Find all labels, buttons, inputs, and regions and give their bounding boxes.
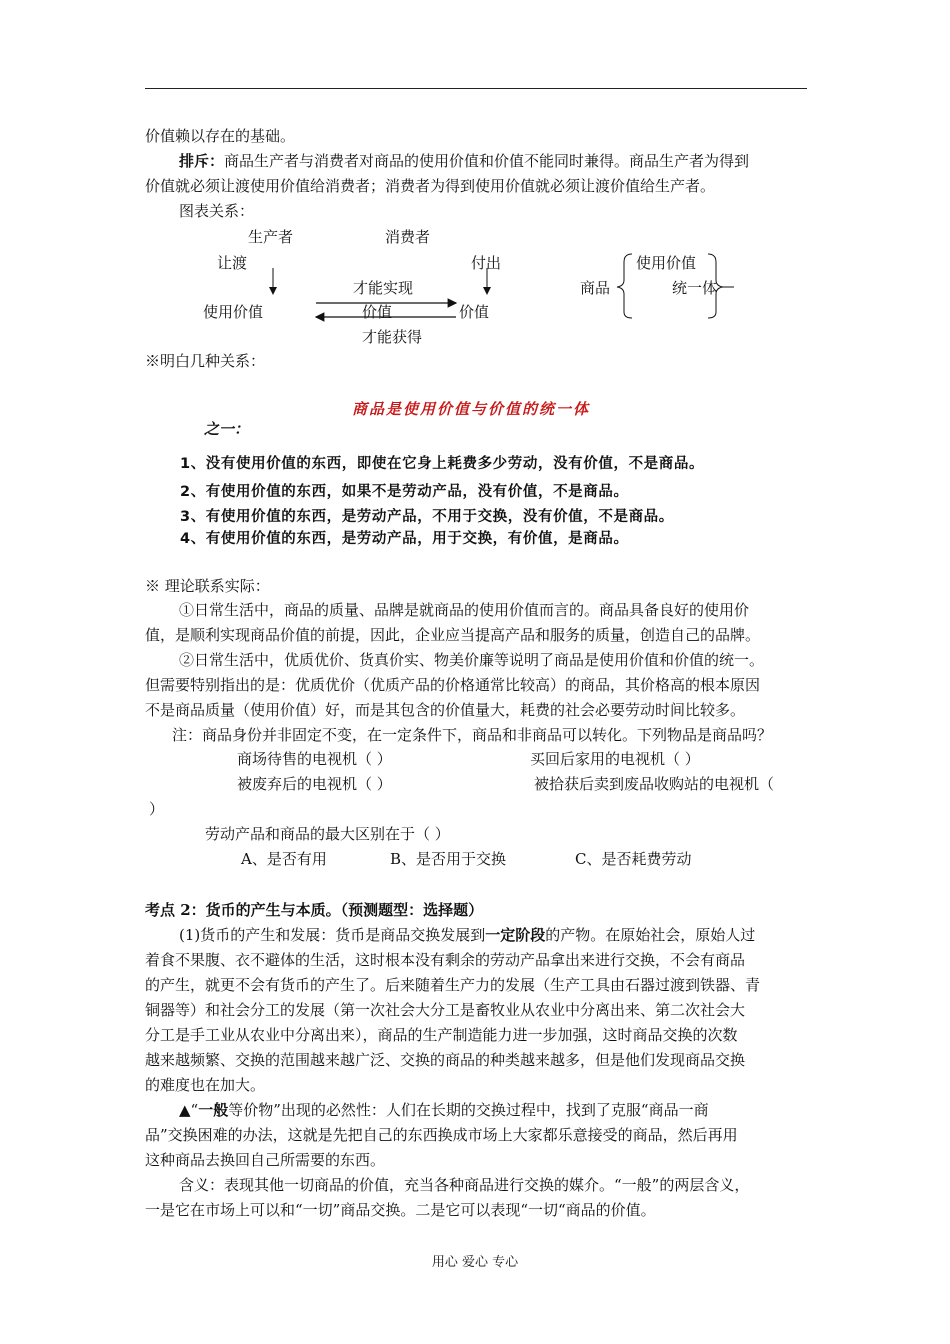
- text-line: 的产生，就更不会有货币的产生了。后来随着生产力的发展（生产工具由石器过渡到铁器、青: [145, 976, 761, 994]
- diagram-transfer: 让渡: [217, 254, 248, 272]
- text-line: ①日常生活中，商品的质量、品牌是就商品的使用价值而言的。商品具备良好的使用价: [179, 601, 750, 619]
- text-line: 的难度也在加大。: [145, 1076, 266, 1094]
- diagram-can-realize: 才能实现: [353, 279, 414, 297]
- text-line: 着食不果腹、衣不避体的生活，这时根本没有剩余的劳动产品拿出来进行交换，不会有商品: [145, 951, 746, 969]
- text-line: 值，是顺利实现商品价值的前提，因此，企业应当提高产品和服务的质量，创造自己的品牌。: [145, 626, 761, 644]
- diagram-commodity: 商品: [580, 279, 611, 297]
- option-a: A、是否有用: [241, 850, 327, 868]
- image-title: 商品是使用价值与价值的统一体: [352, 400, 591, 418]
- question-5: 劳动产品和商品的最大区别在于（ ）: [205, 825, 450, 843]
- question-4-end: ）: [149, 800, 165, 818]
- question-3: 被废弃后的电视机（ ）: [237, 775, 392, 793]
- right-brace: [708, 254, 723, 318]
- diagram-unity: 统一体: [672, 279, 718, 297]
- diagram-heading: 图表关系：: [179, 202, 255, 220]
- relations-image: [170, 398, 920, 548]
- question-4: 被拾获后卖到废品收购站的电视机（: [534, 775, 775, 793]
- diagram-consumer: 消费者: [385, 228, 431, 246]
- page-footer: 用心 爱心 专心: [431, 1255, 519, 1270]
- paragraph-line: [145, 923, 849, 947]
- note-line: 注：商品身份并非固定不变，在一定条件下，商品和非商品可以转化。下列物品是商品吗？: [172, 726, 773, 744]
- diagram-use-value-right: 使用价值: [636, 254, 697, 272]
- text-line: 一是它在市场上可以和“一切”商品交换。二是它可以表现“一切“商品的价值。: [145, 1201, 656, 1219]
- text-span: 商品生产者与消费者对商品的使用价值和价值不能同时兼得。商品生产者为得到: [224, 152, 750, 170]
- image-row: 4、有使用价值的东西，是劳动产品，用于交换，有价值，是商品。: [180, 531, 629, 547]
- text-span: 的产物。在原始社会，原始人过: [545, 926, 756, 944]
- image-row: 2、有使用价值的东西，如果不是劳动产品，没有价值，不是商品。: [180, 484, 629, 500]
- bold-term: 一般: [198, 1101, 229, 1119]
- diagram-producer: 生产者: [248, 228, 294, 246]
- paragraph-line: [145, 1098, 849, 1122]
- text-line: 价值就必须让渡使用价值给消费者；消费者为得到使用价值就必须让渡价值给生产者。: [145, 177, 716, 195]
- diagram-use-value-left: 使用价值: [203, 303, 264, 321]
- option-c: C、是否耗费劳动: [575, 850, 692, 868]
- option-b: B、是否用于交换: [390, 850, 507, 868]
- text-line: 不是商品质量（使用价值）好，而是其包含的价值量大，耗费的社会必要劳动时间比较多。: [145, 701, 746, 719]
- question-1: 商场待售的电视机（ ）: [237, 750, 392, 768]
- text-line: 这种商品去换回自己所需要的东西。: [145, 1151, 386, 1169]
- diagram-value-mid: 价值: [362, 303, 393, 321]
- kaodian-title: 考点 2：货币的产生与本质。（预测题型：选择题）: [145, 901, 484, 919]
- text-line: ②日常生活中，优质优价、货真价实、物美价廉等说明了商品是使用价值和价值的统一。: [179, 651, 765, 669]
- text-span: 等价物”出现的必然性：人们在长期的交换过程中，找到了克服“商品一商: [228, 1101, 709, 1119]
- text-line: 但需要特别指出的是：优质优价（优质产品的价格通常比较高）的商品，其价格高的根本原因: [145, 676, 761, 694]
- diagram-pay: 付出: [471, 254, 502, 272]
- text-line: 越来越频繁、交换的范围越来越广泛、交换的商品的种类越来越多，但是他们发现商品交换: [145, 1051, 746, 1069]
- text-line: 价值赖以存在的基础。: [145, 127, 296, 145]
- bold-term: 一定阶段: [485, 926, 546, 944]
- text-line: 分工是手工业从农业中分离出来），商品的生产制造能力进一步加强，这时商品交换的次数: [145, 1026, 738, 1044]
- text-span: ▲“: [179, 1101, 199, 1119]
- diagram-can-obtain: 才能获得: [362, 328, 423, 346]
- text-line: 铜器等）和社会分工的发展（第一次社会大分工是畜牧业从农业中分离出来、第二次社会大: [145, 1001, 746, 1019]
- image-subtitle: 之一：: [204, 420, 250, 438]
- relations-heading: ※明白几种关系：: [145, 352, 266, 370]
- image-row: 1、没有使用价值的东西，即使在它身上耗费多少劳动，没有价值，不是商品。: [180, 456, 705, 472]
- left-brace: [617, 254, 632, 318]
- text-line: 品”交换困难的办法，这就是先把自己的东西换成市场上大家都乐意接受的商品，然后再用: [145, 1126, 738, 1144]
- diagram-value-right: 价值: [459, 303, 490, 321]
- question-2: 买回后家用的电视机（ ）: [530, 750, 700, 768]
- image-row: 3、有使用价值的东西，是劳动产品，不用于交换，没有价值，不是商品。: [180, 509, 674, 525]
- diagram-arrows: [0, 0, 950, 400]
- practice-heading: ※ 理论联系实际：: [145, 577, 270, 595]
- text-line: 含义：表现其他一切商品的价值，充当各种商品进行交换的媒介。“一般”的两层含义，: [179, 1176, 750, 1194]
- text-span: (1)货币的产生和发展：货币是商品交换发展到: [179, 926, 486, 944]
- exclusive-label: 排斥：: [179, 152, 225, 170]
